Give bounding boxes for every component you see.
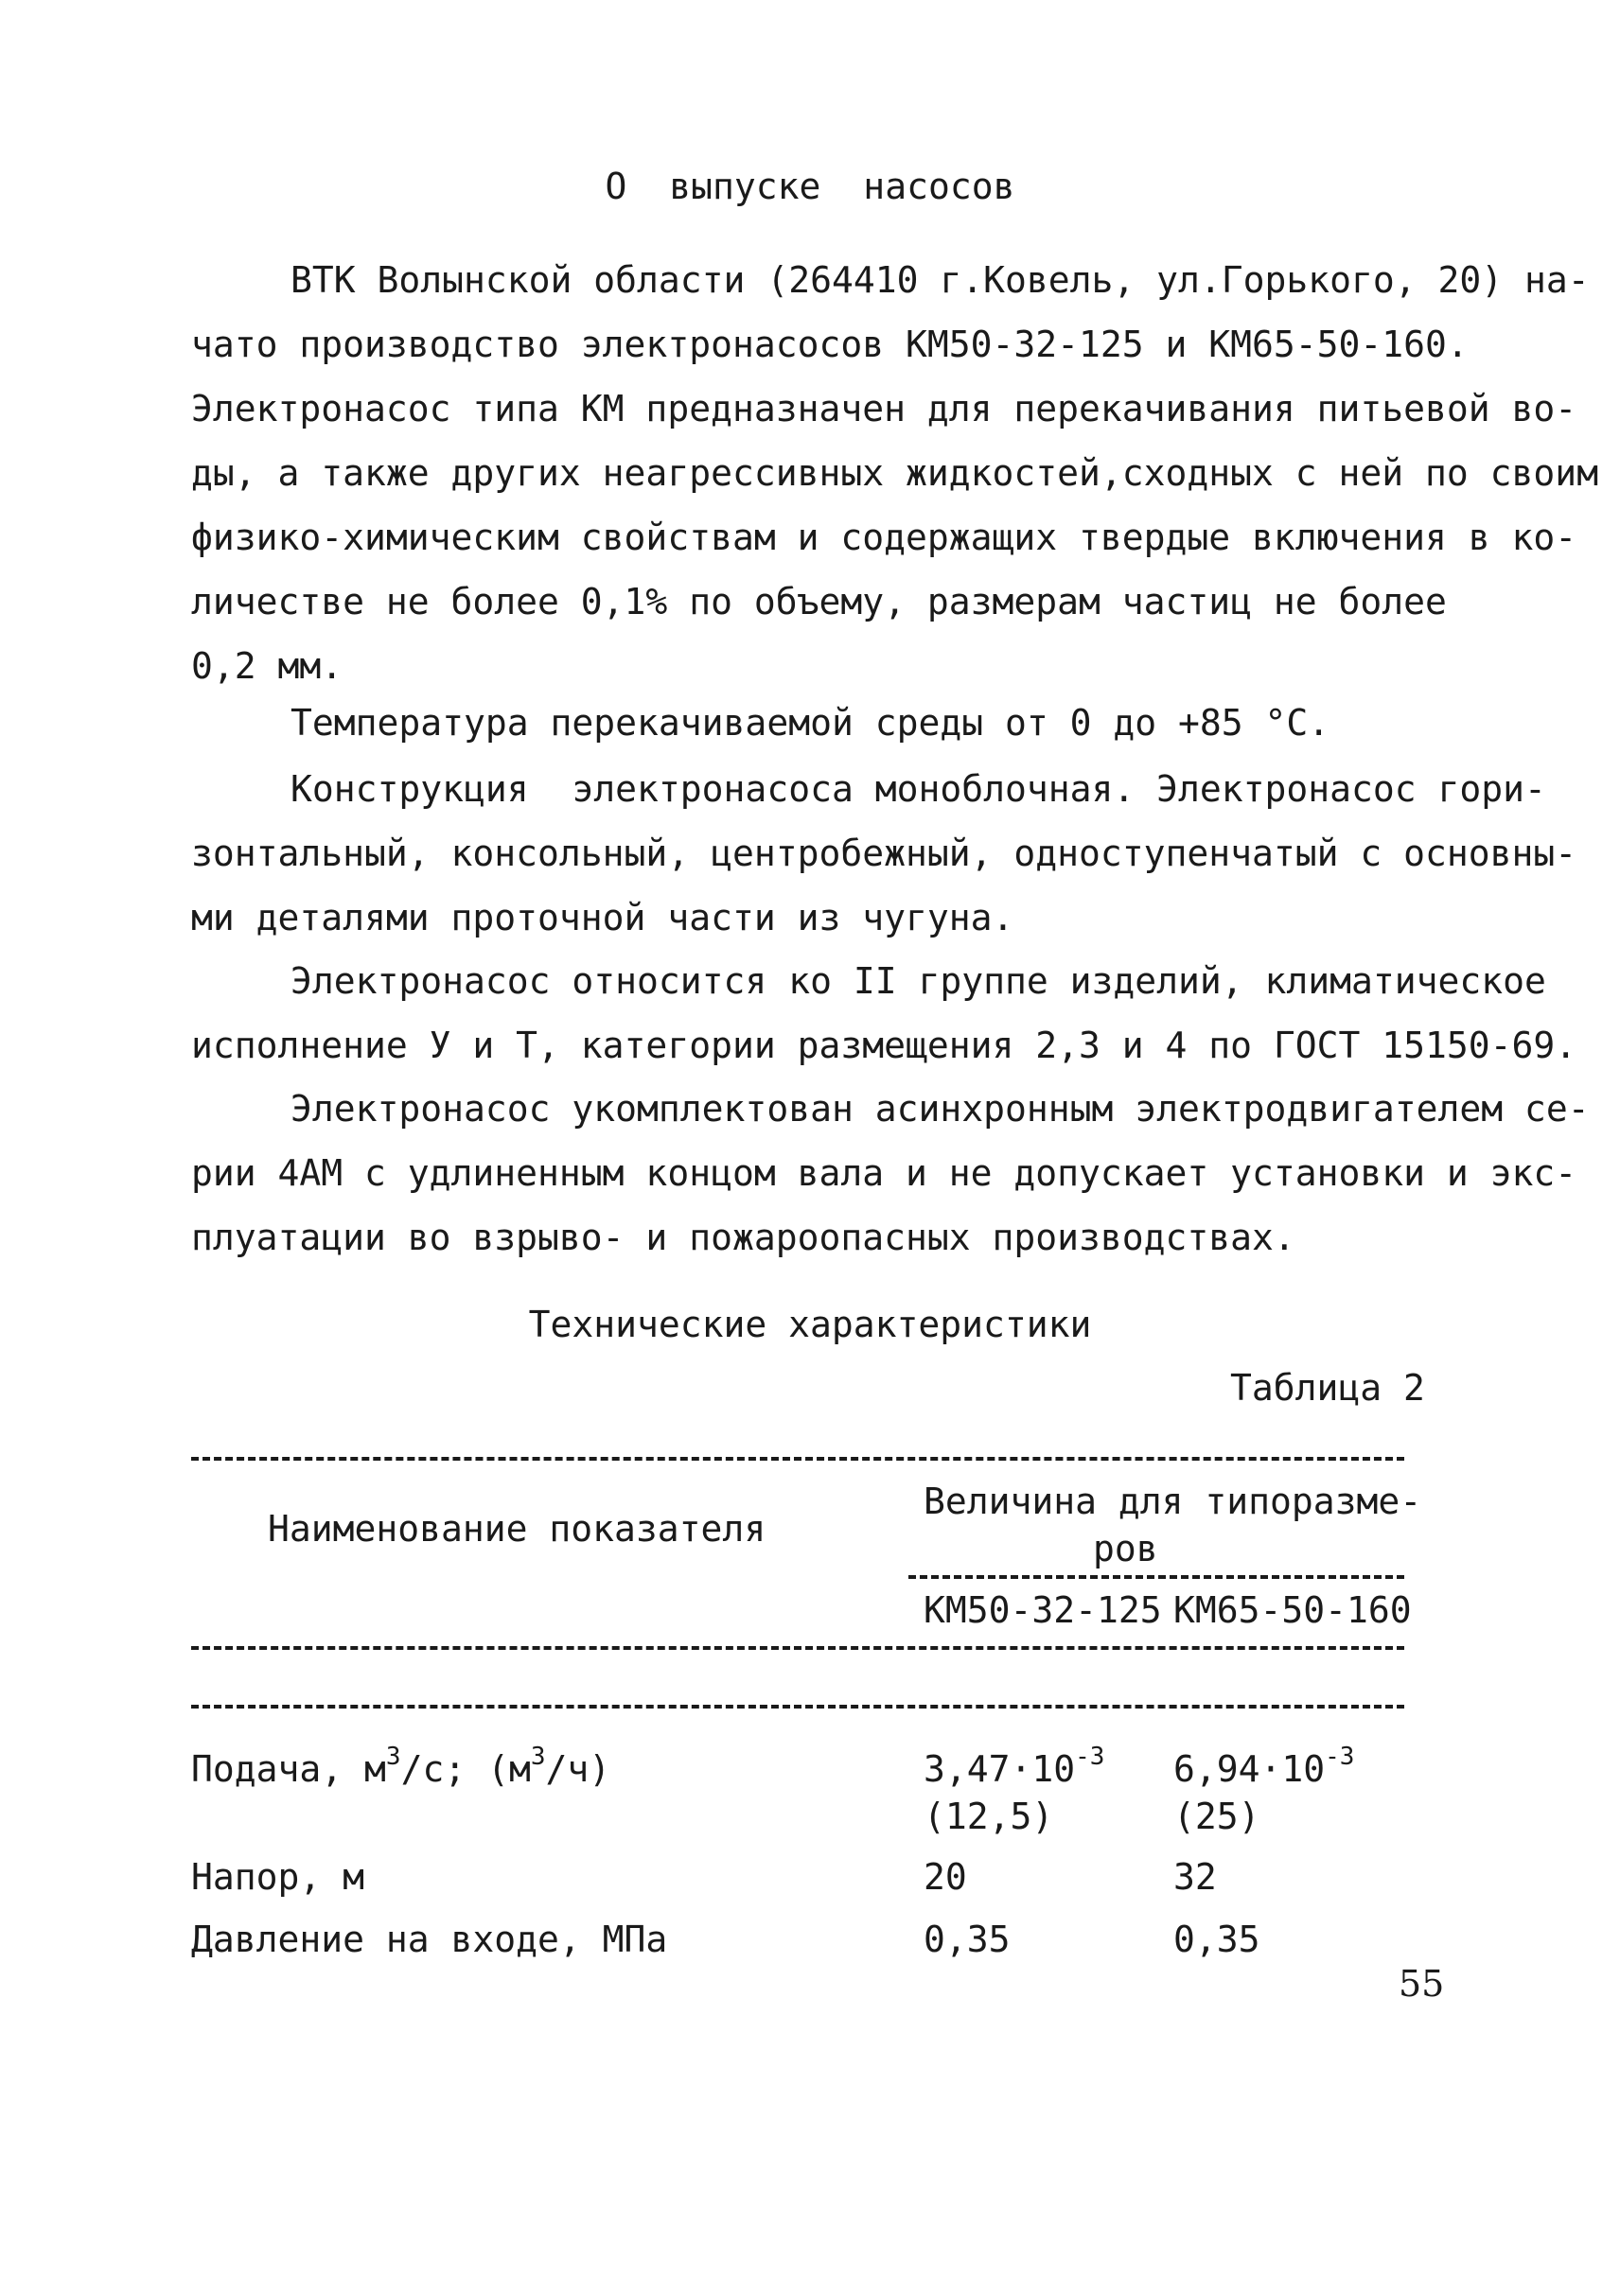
table-cell: (25) (1173, 1796, 1260, 1837)
paragraph-2 (191, 691, 1450, 755)
text-line: 0,2 мм. (191, 645, 343, 687)
table-row-name: Давление на входе, МПа (191, 1919, 668, 1960)
paragraph-3 (191, 757, 1577, 950)
header-col-km50: КМ50-32-125 (924, 1589, 1162, 1631)
text-line: Электронасос типа КМ предназначен для перекачивания питьевой во- (191, 388, 1577, 429)
text-line: Электронасос укомплектован асинхронным электродвигателем се- (291, 1088, 1590, 1130)
paragraph-1 (191, 248, 1599, 698)
page-title: О выпуске насосов (605, 166, 1015, 207)
table-cell: $3,47\cdot 10^{-3}$ (924, 1743, 1105, 1790)
table-row-name: Подача, $м^3/с$; $(м^3/ч)$ (191, 1743, 611, 1790)
text-line: ми деталями проточной части из чугуна. (191, 897, 1014, 938)
paragraph-5 (191, 1077, 1590, 1270)
table-cell: (12,5) (924, 1796, 1054, 1837)
table-row-name: Напор, м (191, 1856, 365, 1898)
table-label: Таблица 2 (1230, 1367, 1425, 1409)
header-bottom-rule (191, 1646, 1404, 1650)
text-line: физико-химическим свойствам и содержащих твердые включения в ко- (191, 517, 1577, 558)
header-name: Наименование показателя (268, 1508, 766, 1550)
header-sub-rule (908, 1575, 1404, 1579)
paragraph-4 (191, 949, 1577, 1078)
table-caption: Технические характеристики (528, 1304, 1092, 1345)
header-col-km65: КМ65-50-160 (1173, 1589, 1412, 1631)
text-line: исполнение У и Т, категории размещения 2,3 и 4 по ГОСТ 15150-69. (191, 1025, 1577, 1066)
text-line: Температура перекачиваемой среды от 0 до +85 °С. (291, 702, 1330, 744)
table-cell: 20 (924, 1856, 967, 1898)
text-line: Конструкция электронасоса моноблочная. Электронасос гори- (291, 768, 1546, 810)
body-top-rule (191, 1705, 1404, 1709)
table-top-rule (191, 1457, 1404, 1461)
table-cell: 0,35 (924, 1919, 1011, 1960)
text-line: плуатации во взрыво- и пожароопасных производствах. (191, 1217, 1295, 1258)
page-number: 55 (1399, 1963, 1445, 2005)
text-line: личестве не более 0,1% по объему, размерам частиц не более (191, 581, 1447, 622)
table-cell: $6,94\cdot 10^{-3}$ (1173, 1743, 1355, 1790)
table-cell: 0,35 (1173, 1919, 1260, 1960)
text-line: ды, а также других неагрессивных жидкостей,сходных с ней по своим (191, 452, 1599, 494)
header-value: Величина для типоразме- (924, 1481, 1422, 1522)
text-line: Электронасос относится ко II группе изделий, климатическое (291, 960, 1546, 1002)
text-line: чато производство электронасосов КМ50-32-125 и КМ65-50-160. (191, 324, 1469, 365)
text-line: зонтальный, консольный, центробежный, одноступенчатый с основны- (191, 833, 1577, 874)
header-value-cont: ров (1093, 1528, 1158, 1569)
table-cell: 32 (1173, 1856, 1217, 1898)
text-line: рии 4АМ с удлиненным концом вала и не допускает установки и экс- (191, 1152, 1577, 1194)
text-line: ВТК Волынской области (264410 г.Ковель, ул.Горького, 20) на- (291, 259, 1590, 301)
